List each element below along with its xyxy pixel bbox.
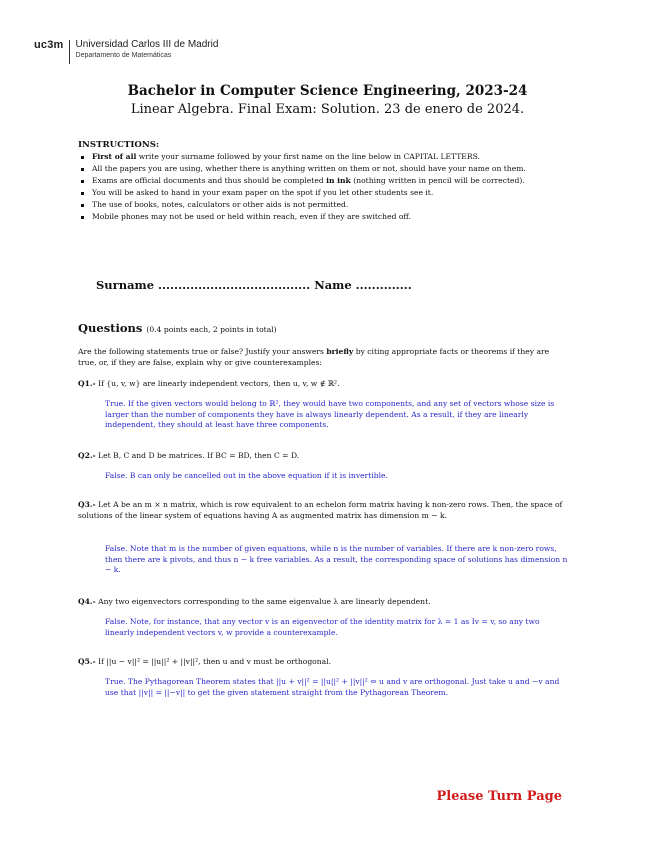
answer-4: False. Note, for instance, that any vector v is an eigenvector of the identity matrix for λ = 1 as Iv = v, so any two linearly independent vectors v, w provide a counterexample.: [105, 617, 540, 637]
instruction-item: First of all write your surname followed by your first name on the line below in CAPITAL LETTERS.: [78, 152, 568, 162]
instructions-list: [78, 152, 568, 224]
answer-2: False. B can only be cancelled out in the above equation if it is invertible.: [105, 471, 388, 480]
please-turn-page: Please Turn Page: [436, 789, 562, 804]
instruction-item: You will be asked to hand in your exam paper on the spot if you let other students see it.: [78, 188, 568, 198]
surname-label: Surname: [96, 278, 155, 292]
exam-subtitle: Linear Algebra. Final Exam: Solution. 23 de enero de 2024.: [130, 102, 525, 117]
instruction-item: The use of books, notes, calculators or other aids is not permitted.: [78, 200, 568, 210]
surname-field[interactable]: ......................................: [158, 278, 311, 292]
instruction-item: Exams are official documents and thus should be completed in ink (nothing written in pencil will be corrected).: [78, 176, 568, 186]
logo-divider: [69, 40, 70, 64]
department-name: Departamento de Matemáticas: [75, 52, 172, 59]
question-1: Q1.- If {u, v, w} are linearly independent vectors, then u, v, w ∉ ℝ².: [78, 379, 340, 388]
name-field[interactable]: ..............: [355, 278, 412, 292]
exam-title: Bachelor in Computer Science Engineering, 2023-24: [127, 83, 528, 99]
instructions-heading: INSTRUCTIONS:: [78, 140, 160, 150]
instruction-item: Mobile phones may not be used or held within reach, even if they are switched off.: [78, 212, 568, 222]
answer-5: True. The Pythagorean Theorem states that ||u + v||² = ||u||² + ||v||² ⇔ u and v are orthogonal. Just take u and −v and use that ||v|| = ||−v|| to get the given statement straight from the Pythagorean Theorem.: [105, 677, 560, 697]
instruction-item: All the papers you are using, whether there is anything written on them or not, should have your name on them.: [78, 164, 568, 174]
question-2: Q2.- Let B, C and D be matrices. If BC = BD, then C = D.: [78, 451, 300, 460]
name-line: [96, 278, 412, 292]
university-name: Universidad Carlos III de Madrid: [75, 39, 219, 50]
question-5: Q5.- If ||u − v||² = ||u||² + ||v||², then u and v must be orthogonal.: [78, 657, 332, 666]
name-label: Name: [314, 278, 352, 292]
questions-heading: Questions (0.4 points each, 2 points in total): [78, 321, 277, 335]
points-note: (0.4 points each, 2 points in total): [146, 325, 277, 334]
question-4: Q4.- Any two eigenvectors corresponding to the same eigenvalue λ are linearly dependent.: [78, 597, 431, 606]
answer-1: True. If the given vectors would belong to ℝ², they would have two components, and any set of vectors whose size is larger than the number of components they have is always linearly dependent. As a result, if they are linearly independent, they should at least have three components.: [105, 399, 555, 430]
question-3: Q3.- Let A be an m × n matrix, which is row equivalent to an echelon form matrix having k non-zero rows. Then, the space of solutions of the linear system of equations having A as augmented matrix has dimension m − k.: [78, 500, 563, 520]
logo-mark: uc3m: [34, 39, 64, 51]
university-logo: [34, 38, 218, 64]
questions-intro: Are the following statements true or false? Justify your answers briefly by citing appropriate facts or theorems if they are true, or, if they are false, explain why or give counterexamples:: [78, 347, 550, 367]
answer-3: False. Note that m is the number of given equations, while n is the number of variables. If there are k non-zero rows, then there are k pivots, and thus n − k free variables. As a result, the corresponding space of solutions has dimension n − k.: [105, 544, 568, 575]
